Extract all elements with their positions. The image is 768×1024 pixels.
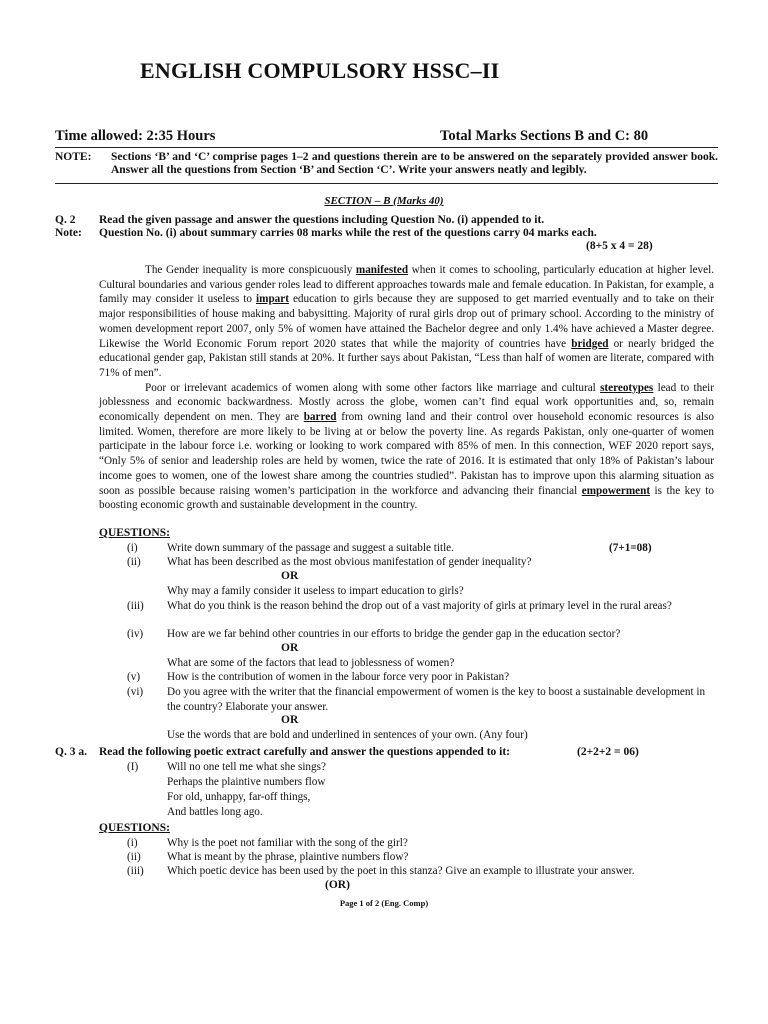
question-ii-alt: Why may a family consider it useless to impart education to girls?: [167, 585, 464, 597]
poem-number: (I): [127, 761, 139, 773]
passage-paragraph-1: The Gender inequality is more conspicuously manifested when it comes to schooling, particularly education at higher level. Cultural boundaries and various gender roles lead to different approaches towards male and female education. In Pakistan, for example, a family may consider it useless to impart education to girls because they are supposed to get married eventually and to take on their major responsibilities of house making and babysitting. Majority of rural girls drop out of primary school. According to the ministry of women development report 2007, only 5% of women have attained the Bachelor degree and only 1.4% have achieved a Master degree. Likewise the World Economic Forum report 2020 states that while the majority of countries have bridged or nearly bridged the educational gender gap, Pakistan still stands at 20%. It further says about Pakistan, “Less than half of women are literate, compared with 71% of men”.: [99, 264, 714, 379]
page-title: ENGLISH COMPULSORY HSSC–II: [140, 58, 500, 83]
note-label: NOTE:: [55, 151, 92, 163]
question-vi-alt: Use the words that are bold and underlined in sentences of your own. (Any four): [167, 729, 528, 741]
q2-marks: (8+5 x 4 = 28): [586, 240, 653, 252]
q2-note-text: Question No. (i) about summary carries 08 marks while the rest of the questions carry 04 marks each.: [99, 227, 597, 239]
q3a-question-i: (i) Why is the poet not familiar with the song of the girl?: [127, 837, 408, 849]
question-vi: (vi) Do you agree with the writer that the financial empowerment of women is the key to boost a sustainable development in the country? Elaborate your answer.: [127, 686, 706, 713]
poem-line-1: Will no one tell me what she sings?: [167, 761, 326, 773]
q3a-question-iii: (iii) Which poetic device has been used by the poet in this stanza? Give an example to illustrate your answer.: [127, 865, 635, 877]
or-ii: OR: [281, 570, 299, 582]
poem-line-4: And battles long ago.: [167, 806, 263, 818]
q3a-question-ii: (ii) What is meant by the phrase, plaintive numbers flow?: [127, 851, 409, 863]
keyword-empowerment: empowerment: [581, 484, 651, 497]
question-v: (v) How is the contribution of women in the labour force very poor in Pakistan?: [127, 671, 510, 683]
q2-note-label: Note:: [55, 227, 82, 239]
poem-line-3: For old, unhappy, far-off things,: [167, 791, 311, 803]
question-iv: (iv) How are we far behind other countries in our efforts to bridge the gender gap in the education sector?: [127, 628, 621, 640]
q3a-instruction: Read the following poetic extract carefully and answer the questions appended to it:: [99, 746, 511, 758]
question-iii: (iii) What do you think is the reason behind the drop out of a vast majority of girls at primary level in the rural areas?: [127, 600, 672, 612]
or-vi: OR: [281, 714, 299, 726]
question-i: (i) Write down summary of the passage and suggest a suitable title. (7+1=08): [127, 542, 652, 554]
question-i-marks: (7+1=08): [609, 542, 652, 554]
keyword-bridged: bridged: [571, 337, 609, 350]
total-marks: Total Marks Sections B and C: 80: [440, 128, 649, 144]
q3a-label: Q. 3 a.: [55, 746, 87, 758]
keyword-manifested: manifested: [355, 264, 409, 276]
note-rule: [55, 183, 718, 184]
question-iv-alt: What are some of the factors that lead to joblessness of women?: [167, 657, 455, 669]
q2-instruction: Read the given passage and answer the questions including Question No. (i) appended to it.: [99, 214, 545, 226]
keyword-impart: impart: [256, 293, 289, 306]
q2-label: Q. 2: [55, 214, 76, 226]
poem-line-2: Perhaps the plaintive numbers flow: [167, 776, 326, 788]
q3a-questions-heading: QUESTIONS:: [99, 822, 170, 834]
header-rule: [55, 147, 718, 148]
section-b-heading: SECTION – B (Marks 40): [324, 195, 444, 207]
q3a-or: (OR): [325, 879, 350, 891]
note-text: Sections ‘B’ and ‘C’ comprise pages 1–2 and questions therein are to be answered on the separately provided answer book. Answer all the questions from Section ‘B’ and Section ‘C’. Write your answers neatly and legibly.: [111, 151, 718, 176]
keyword-barred: barred: [303, 411, 337, 424]
passage: [99, 263, 714, 513]
passage-paragraph-2: Poor or irrelevant academics of women along with some other factors like marriage and cultural stereotypes lead to their joblessness and economic backwardness. Mostly across the globe, women can’t find equal work opportunities and, so, remain economically dependent on men. They are barred from owning land and their control over household economic resources is also limited. Women, therefore are more likely to be living at or below the poverty line. As regards Pakistan, only one-quarter of women participate in the labour force i.e. working or looking to work compared with 85% of men. In this connection, WEF 2020 report says, “Only 5% of senior and leadership roles are held by women, twice the rate of 2016. It is estimated that only 18% of Pakistan’s labour income goes to women, one of the lowest share among the countries studied”. Pakistan has to improve upon this alarming situation as soon as possible because raising women’s participation in the workforce and advancing their financial empowerment is the key to boosting economic growth and sustainable development in the country.: [99, 381, 714, 512]
questions-heading: QUESTIONS:: [99, 527, 170, 539]
page-footer: Page 1 of 2 (Eng. Comp): [339, 898, 429, 908]
or-iv: OR: [281, 642, 299, 654]
question-ii: (ii) What has been described as the most obvious manifestation of gender inequality?: [127, 556, 532, 568]
q3a-marks: (2+2+2 = 06): [577, 746, 639, 758]
time-allowed: Time allowed: 2:35 Hours: [55, 128, 216, 144]
keyword-stereotypes: stereotypes: [600, 381, 654, 394]
